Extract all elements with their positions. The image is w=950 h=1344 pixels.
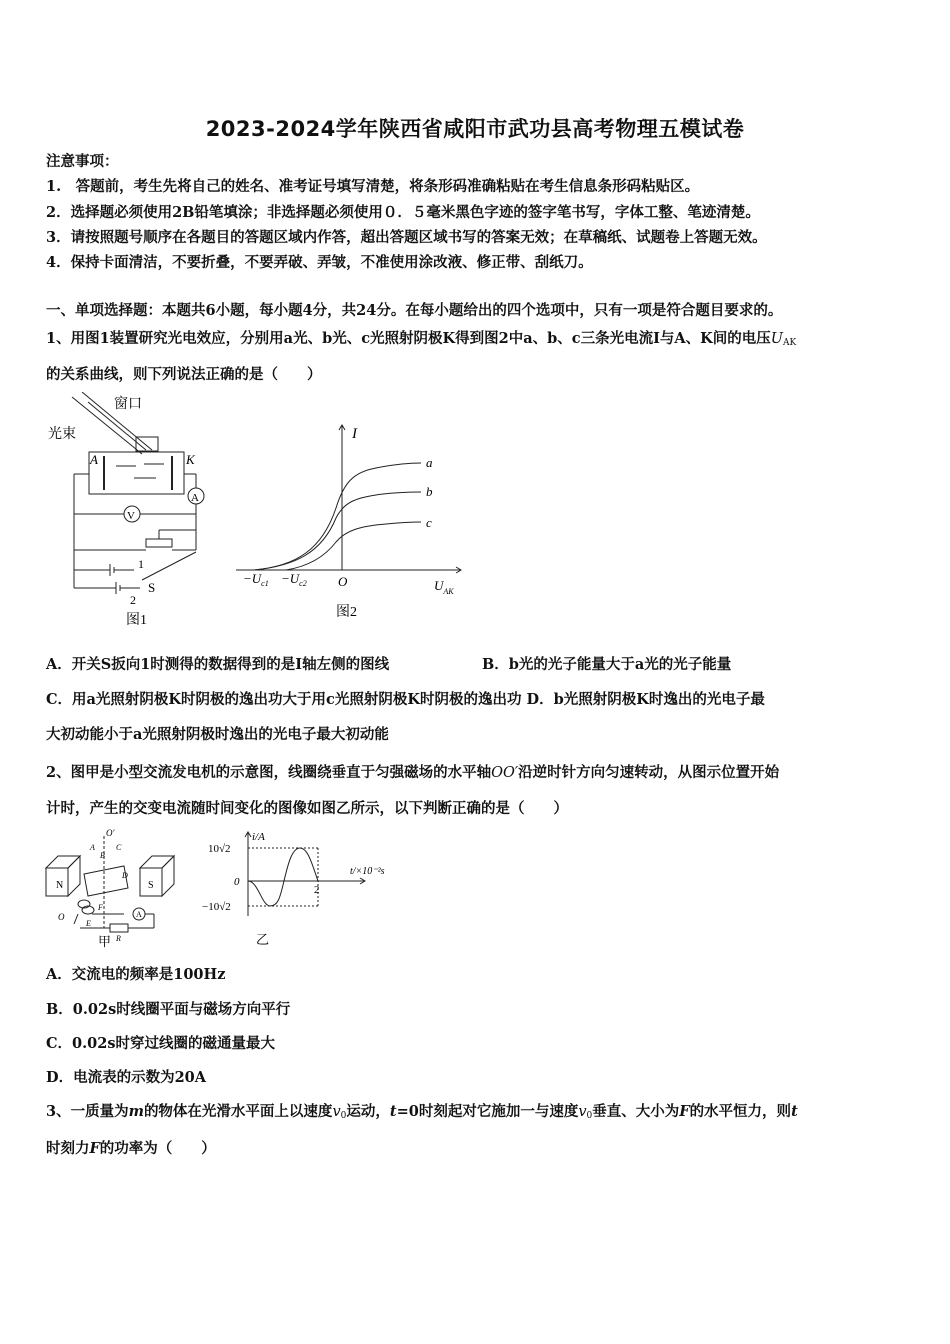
q2-option-c: C．0.02s时穿过线圈的磁通量最大: [46, 1035, 276, 1052]
fig2-curve-c-label: c: [426, 515, 432, 530]
notice-item: 3．请按照题号顺序在各题目的答题区域内作答，超出答题区域书写的答案无效；在草稿纸、试题卷上答题无效。: [46, 229, 767, 246]
fig-yi-y-bottom-label: −10√2: [202, 901, 231, 913]
page-title: 2023-2024学年陕西省咸阳市武功县高考物理五模试卷: [205, 117, 745, 141]
figure-yi-sine-graph: [200, 826, 400, 950]
fig-jia-B-label: B: [100, 851, 105, 860]
q1-stem-line2: 的关系曲线，则下列说法正确的是（ ）: [46, 366, 322, 383]
fig1-switch-label: S: [148, 580, 156, 595]
q1-option-c-d: C．用a光照射阴极K时阴极的逸出功大于用c光照射阴极K时阴极的逸出功 D．b光照射阴极K时逸出的光电子最: [46, 691, 765, 708]
notice-heading: 注意事项：: [46, 153, 119, 170]
q2-option-d: D．电流表的示数为20A: [46, 1069, 207, 1086]
fig-jia-N-label: N: [56, 880, 64, 891]
sine-curve: [248, 848, 318, 906]
fig-yi-tick-2-label: 2: [314, 884, 320, 896]
q2-option-a: A．交流电的频率是100Hz: [46, 966, 226, 983]
fig2-origin-label: O: [338, 574, 348, 589]
q2-stem-line1: 2、图甲是小型交流发电机的示意图，线圈绕垂直于匀强磁场的水平轴OO′沿逆时针方向匀速转动，从图示位置开始: [46, 764, 780, 781]
fig2-curve-b-label: b: [426, 484, 433, 499]
q3-stem-line2: 时刻力F的功率为（ ）: [46, 1140, 216, 1157]
fig-jia-F-label: F: [98, 903, 103, 912]
q1-option-a: A．开关S扳向1时测得的数据得到的是I轴左侧的图线: [46, 656, 390, 673]
fig-jia-A-label: A: [90, 843, 95, 852]
fig-yi-x-label: t/×10⁻²s: [350, 866, 385, 877]
fig-jia-O-label: O: [58, 912, 65, 922]
fig1-pos2-label: 2: [130, 593, 136, 607]
fig1-A-label: A: [90, 452, 98, 467]
curve-c: [286, 522, 421, 570]
fig2-caption: 图2: [336, 605, 357, 620]
q2-stem-line2: 计时，产生的交变电流随时间变化的图像如图乙所示，以下判断正确的是（ ）: [46, 800, 568, 817]
q1-stem-line1: 1、用图1装置研究光电效应，分别用a光、b光、c光照射阴极K得到图2中a、b、c三条光电流I与A、K间的电压$U_{AK}$: [46, 330, 797, 348]
notice-item: 2．选择题必须使用2B铅笔填涂；非选择题必须使用０．５毫米黑色字迹的签字笔书写，字体工整、笔迹清楚。: [46, 204, 760, 221]
fig-yi-origin-label: 0: [234, 876, 240, 888]
fig-yi-y-label: i/A: [252, 831, 265, 843]
curve-a: [254, 463, 421, 570]
fig2-curve-a-label: a: [426, 455, 433, 470]
fig1-caption: 图1: [126, 613, 147, 628]
fig2-uc2-label: $-U_{c2}$: [281, 571, 307, 588]
fig1-pos1-label: 1: [138, 557, 144, 571]
fig-jia-R-label: R: [116, 934, 121, 943]
figure-jia-generator: [44, 828, 194, 950]
notice-item: 1. 答题前，考生先将自己的姓名、准考证号填写清楚，将条形码准确粘贴在考生信息条形码粘贴区。: [46, 178, 700, 195]
fig-yi-caption: 乙: [256, 932, 270, 947]
fig-jia-D-label: D: [122, 871, 128, 880]
fig2-x-label: $U_{AK}$: [434, 578, 454, 596]
fig-jia-S-label: S: [148, 880, 154, 891]
figure-2-iu-graph: [236, 420, 466, 625]
q2-option-b: B．0.02s时线圈平面与磁场方向平行: [46, 1001, 291, 1018]
figure-1-apparatus: [44, 392, 219, 632]
fig-jia-E-label: E: [86, 919, 91, 928]
q1-option-b: B．b光的光子能量大于a光的光子能量: [482, 656, 732, 673]
notice-item: 4．保持卡面清洁，不要折叠，不要弄破、弄皱，不准使用涂改液、修正带、刮纸刀。: [46, 254, 593, 271]
fig2-y-label: I: [352, 426, 357, 442]
fig1-beam-label: 光束: [48, 427, 76, 442]
section-heading: 一、单项选择题：本题共6小题，每小题4分，共24分。在每小题给出的四个选项中，只有一项是符合题目要求的。: [46, 302, 783, 319]
q1-option-d-cont: 大初动能小于a光照射阴极时逸出的光电子最大初动能: [46, 726, 389, 743]
fig-jia-caption: 甲: [98, 934, 112, 949]
fig1-window-label: 窗口: [114, 397, 142, 412]
fig-yi-y-top-label: 10√2: [208, 843, 231, 855]
q3-stem-line1: 3、一质量为m的物体在光滑水平面上以速度$v_0$运动，t=0时刻起对它施加一与速度$v_0$垂直、大小为F的水平恒力，则t: [46, 1103, 798, 1121]
fig-jia-C-label: C: [116, 843, 122, 852]
fig1-K-label: K: [186, 452, 195, 467]
fig-jia-O-top-label: O′: [106, 828, 115, 838]
fig1-voltmeter-label: V: [127, 510, 135, 522]
fig2-uc1-label: $-U_{c1}$: [243, 571, 269, 588]
fig-jia-ammeter-label: A: [136, 910, 142, 919]
fig1-ammeter-label: A: [191, 492, 199, 504]
